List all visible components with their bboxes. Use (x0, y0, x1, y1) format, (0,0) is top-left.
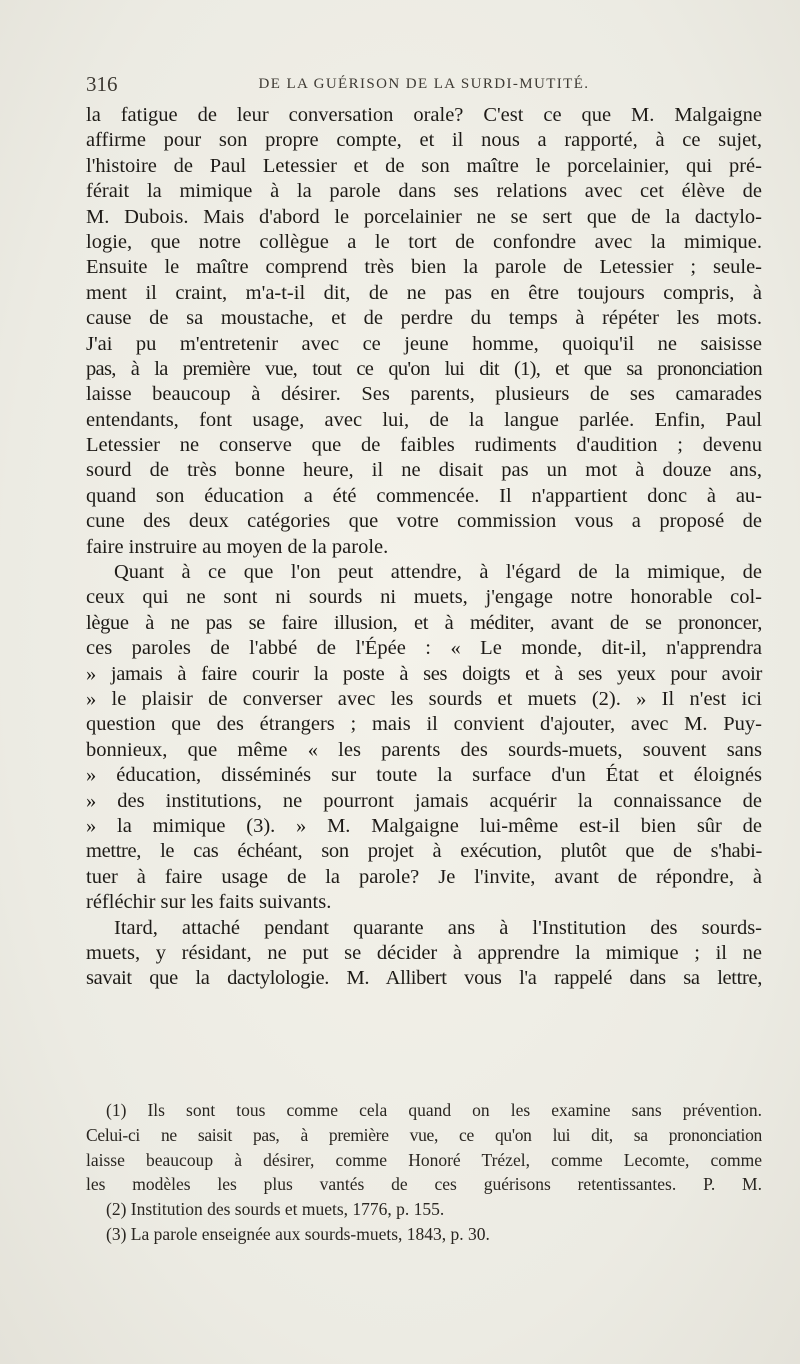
text-line: Quant à ce que l'on peut attendre, à l'égard de la mimique, de (114, 561, 762, 584)
text-line: M. Dubois. Mais d'abord le porcelainier ne se sert que de la dactylo- (86, 205, 762, 228)
text-line: quand son éducation a été commencée. Il n'appartient donc à au- (86, 484, 762, 507)
text-line: muets, y résidant, ne put se décider à apprendre la mimique ; il ne (86, 941, 762, 964)
text-line: » le plaisir de converser avec les sourds et muets (2). » Il n'est ici (86, 687, 762, 710)
text-line: entendants, font usage, avec lui, de la langue parlée. Enfin, Paul (86, 408, 762, 431)
text-line: férait la mimique à la parole dans ses relations avec cet élève de (86, 180, 762, 203)
text-line: question que des étrangers ; mais il convient d'ajouter, avec M. Puy- (86, 713, 762, 736)
text-line: pas, à la première vue, tout ce qu'on lui dit (1), et que sa prononciation (86, 357, 762, 380)
footnote-line: (1) Ils sont tous comme cela quand on les examine sans prévention. (106, 1100, 762, 1120)
text-line: » éducation, disséminés sur toute la surface d'un État et éloignés (86, 764, 762, 787)
text-line: mettre, le cas échéant, son projet à exécution, plutôt que de s'habi- (86, 840, 762, 863)
text-line: » jamais à faire courir la poste à ses doigts et à ses yeux pour avoir (86, 662, 762, 685)
text-line: tuer à faire usage de la parole? Je l'invite, avant de répondre, à (86, 865, 762, 888)
footnote-line: Celui-ci ne saisit pas, à première vue, ce qu'on lui dit, sa prononciation (86, 1124, 762, 1145)
text-line: J'ai pu m'entretenir avec ce jeune homme, quoiqu'il ne saisisse (86, 332, 762, 355)
text-line: ceux qui ne sont ni sourds ni muets, j'engage notre honorable col- (86, 586, 762, 609)
text-line: Ensuite le maître comprend très bien la parole de Letessier ; seule- (86, 256, 762, 279)
text-line: Itard, attaché pendant quarante ans à l'Institution des sourds- (114, 916, 762, 939)
text-line: sourd de très bonne heure, il ne disait pas un mot à douze ans, (86, 459, 762, 482)
text-line: faire instruire au moyen de la parole. (86, 535, 389, 558)
footnote-line: laisse beaucoup à désirer, comme Honoré Trézel, comme Lecomte, comme (86, 1149, 762, 1170)
text-line: » des institutions, ne pourront jamais acquérir la connaissance de (86, 789, 762, 812)
text-line: cause de sa moustache, et de perdre du temps à répéter les mots. (86, 307, 762, 330)
text-line: Letessier ne conserve que de faibles rudiments d'audition ; devenu (86, 434, 762, 457)
text-line: la fatigue de leur conversation orale? C'est ce que M. Malgaigne (86, 104, 762, 126)
text-line: lègue à ne pas se faire illusion, et à méditer, avant de se prononcer, (86, 611, 762, 634)
page-number: 316 (86, 72, 118, 96)
body-text (86, 103, 762, 992)
text-line: cune des deux catégories que votre commission vous a proposé de (86, 510, 762, 533)
footnotes (86, 1098, 762, 1247)
text-line: réfléchir sur les faits suivants. (86, 891, 332, 914)
text-line: ces paroles de l'abbé de l'Épée : « Le monde, dit-il, n'apprendra (86, 637, 762, 660)
text-line: l'histoire de Paul Letessier et de son maître le porcelainier, qui pré- (86, 154, 762, 177)
text-line: laisse beaucoup à désirer. Ses parents, plusieurs de ses camarades (86, 383, 762, 406)
text-line: » la mimique (3). » M. Malgaigne lui-même est-il bien sûr de (86, 814, 762, 837)
page-header (86, 72, 762, 96)
footnote-line: les modèles les plus vantés de ces guérisons retentissantes. P. M. (86, 1174, 762, 1195)
text-line: logie, que notre collègue a le tort de confondre avec la mimique. (86, 230, 762, 253)
text-line: bonnieux, que même « les parents des sourds-muets, souvent sans (86, 738, 762, 761)
footnote-line: (3) La parole enseignée aux sourds-muets, 1843, p. 30. (106, 1223, 490, 1244)
footnote-line: (2) Institution des sourds et muets, 1776, p. 155. (106, 1199, 445, 1220)
running-title: DE LA GUÉRISON DE LA SURDI-MUTITÉ. (258, 76, 590, 92)
text-line: ment il craint, m'a-t-il dit, de ne pas en être toujours compris, à (86, 281, 762, 304)
text-line: affirme pour son propre compte, et il nous a rapporté, à ce sujet, (86, 129, 762, 152)
text-line: savait que la dactylologie. M. Allibert vous l'a rappelé dans sa lettre, (86, 967, 762, 990)
